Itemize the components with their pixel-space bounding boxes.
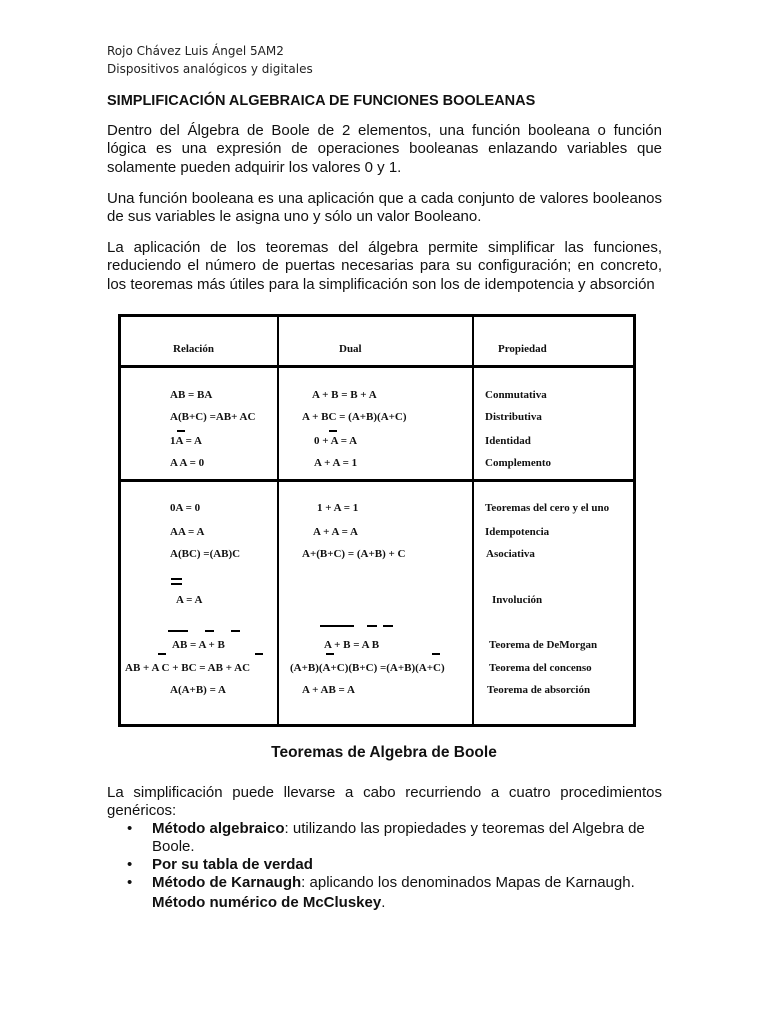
method-name: Método de Karnaugh — [152, 874, 302, 891]
paragraph-1: Dentro del Álgebra de Boole de 2 elementos, una función booleana o función lógica es una expresión de operaciones booleanas enlazando variables que solamente pueden adquirir los valores 0 y 1. — [107, 122, 662, 176]
methods-intro: La simplificación puede llevarse a cabo recurriendo a cuatro procedimientos genéricos: — [107, 784, 662, 820]
property-cell: Teorema de absorción — [487, 684, 591, 696]
dual-cell: A + B = B + A — [312, 389, 377, 401]
author-line: Rojo Chávez Luis Ángel 5AM2 — [107, 44, 284, 58]
overbar — [367, 625, 377, 627]
overbar — [320, 625, 354, 627]
dual-cell: A + AB = A — [302, 684, 355, 696]
relation-cell: A(A+B) = A — [170, 684, 226, 696]
relation-cell: 1A = A — [170, 435, 202, 447]
property-cell: Teorema de DeMorgan — [489, 639, 598, 651]
paragraph-2: Una función booleana es una aplicación que a cada conjunto de valores booleanos de sus variables le asigna uno y sólo un valor Booleano. — [107, 190, 662, 226]
property-cell: Idempotencia — [485, 526, 550, 538]
overbar — [326, 653, 334, 655]
header-dual: Dual — [339, 343, 362, 355]
dual-cell: A + A = 1 — [314, 457, 358, 469]
relation-cell: A = A — [176, 594, 203, 606]
dual-cell: A + B = A B — [324, 639, 380, 651]
table-caption: Teoremas de Algebra de Boole — [271, 744, 497, 761]
paragraph-3: La aplicación de los teoremas del álgebra permite simplificar las funciones, reduciendo el número de puertas necesarias para su configuración; en concreto, los teoremas más útiles para la simplificación son los de idempotencia y absorción — [107, 239, 662, 293]
bullet-icon: • — [127, 856, 133, 873]
list-item — [107, 820, 667, 856]
header-property: Propiedad — [498, 343, 547, 355]
method-description: : utilizando las propiedades y teoremas del Algebra de Boole. — [152, 820, 645, 855]
dual-cell: A + BC = (A+B)(A+C) — [302, 411, 407, 423]
relation-cell: AA = A — [170, 526, 205, 538]
dual-cell: 0 + A = A — [314, 435, 358, 447]
property-cell: Identidad — [485, 435, 531, 447]
relation-cell: A(B+C) =AB+ AC — [170, 411, 256, 423]
overbar — [383, 625, 393, 627]
overbar — [432, 653, 440, 655]
boolean-theorems-table — [118, 314, 636, 727]
relation-cell: AB = BA — [170, 389, 213, 401]
bullet-icon: • — [127, 820, 133, 837]
relation-cell: A A = 0 — [170, 457, 205, 469]
row-divider — [121, 365, 633, 368]
overbar — [329, 430, 337, 432]
overbar — [158, 653, 166, 655]
overbar — [168, 630, 188, 632]
property-cell: Distributiva — [485, 411, 542, 423]
relation-cell: AB = A + B — [172, 639, 225, 651]
overbar — [171, 578, 182, 580]
overbar — [171, 583, 182, 585]
overbar — [177, 430, 185, 432]
property-cell: Teorema del concenso — [489, 662, 592, 674]
relation-cell: A(BC) =(AB)C — [170, 548, 241, 560]
dual-cell: A+(B+C) = (A+B) + C — [302, 548, 406, 560]
course-line: Dispositivos analógicos y digitales — [107, 62, 313, 76]
method-description: : aplicando los denominados Mapas de Karnaugh. — [301, 874, 635, 891]
list-item — [107, 856, 667, 874]
header-relation: Relación — [173, 343, 214, 355]
list-item — [107, 874, 667, 892]
bullet-icon: • — [127, 874, 133, 891]
column-divider — [472, 317, 474, 724]
method-name: Método numérico de McCluskey — [152, 894, 382, 911]
property-cell: Asociativa — [486, 548, 535, 560]
extra-method — [152, 894, 385, 911]
methods-list — [107, 820, 667, 892]
column-divider — [277, 317, 279, 724]
overbar — [231, 630, 240, 632]
property-cell: Complemento — [485, 457, 551, 469]
dual-cell: 1 + A = 1 — [317, 502, 359, 514]
property-cell: Involución — [492, 594, 543, 606]
method-name: Por su tabla de verdad — [152, 856, 313, 873]
dual-cell: (A+B)(A+C)(B+C) =(A+B)(A+C) — [290, 662, 445, 674]
method-description: . — [381, 894, 386, 911]
document-title: SIMPLIFICACIÓN ALGEBRAICA DE FUNCIONES BOOLEANAS — [107, 93, 536, 109]
dual-cell: A + A = A — [313, 526, 358, 538]
overbar — [205, 630, 214, 632]
property-cell: Teoremas del cero y el uno — [485, 502, 610, 514]
relation-cell: 0A = 0 — [170, 502, 201, 514]
overbar — [255, 653, 263, 655]
relation-cell: AB + A C + BC = AB + AC — [125, 662, 251, 674]
property-cell: Conmutativa — [485, 389, 547, 401]
row-divider — [121, 479, 633, 482]
method-name: Método algebraico — [152, 820, 285, 837]
